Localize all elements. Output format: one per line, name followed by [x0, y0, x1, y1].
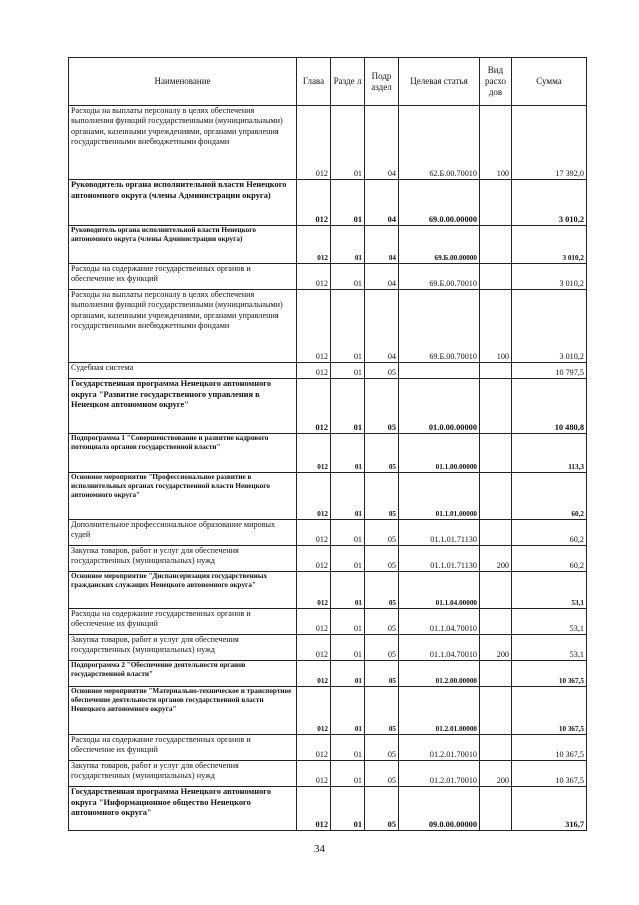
row-tselevaya: 01.2.00.00000: [399, 661, 480, 687]
row-summa: 53,1: [512, 635, 587, 661]
header-name: Наименование: [69, 58, 297, 106]
row-razdel: 01: [331, 687, 365, 735]
table-row: [69, 264, 587, 290]
row-tselevaya: 69.Б.00.70010: [399, 264, 480, 290]
row-vid: 200: [480, 635, 512, 661]
table-row: [69, 226, 587, 264]
row-tselevaya: 01.1.01.71130: [399, 546, 480, 572]
row-glava: 012: [297, 180, 331, 226]
row-razdel: 01: [331, 180, 365, 226]
row-podrazdel: 05: [365, 787, 399, 831]
row-tselevaya: 01.0.00.00000: [399, 379, 480, 434]
row-tselevaya: [399, 363, 480, 379]
table-header-row: [69, 58, 587, 106]
row-summa: 60,2: [512, 546, 587, 572]
header-summa: Сумма: [512, 58, 587, 106]
row-name: Расходы на содержание государственных органов и обеспечение их функций: [69, 735, 297, 761]
table-row: [69, 635, 587, 661]
row-glava: 012: [297, 363, 331, 379]
row-podrazdel: 05: [365, 546, 399, 572]
row-podrazdel: 05: [365, 735, 399, 761]
row-tselevaya: 09.0.00.00000: [399, 787, 480, 831]
row-podrazdel: 05: [365, 572, 399, 609]
row-tselevaya: 01.1.00.00000: [399, 434, 480, 473]
table-row: [69, 290, 587, 363]
row-podrazdel: 05: [365, 609, 399, 635]
row-summa: 10 367,5: [512, 761, 587, 787]
row-podrazdel: 04: [365, 180, 399, 226]
table-row: [69, 180, 587, 226]
row-summa: 17 392,0: [512, 106, 587, 180]
row-name: Подпрограмма 2 "Обеспечение деятельности органов государственной власти": [69, 661, 297, 687]
row-summa: 10 367,5: [512, 735, 587, 761]
row-tselevaya: 01.1.04.70010: [399, 609, 480, 635]
row-vid: [480, 572, 512, 609]
row-name: Закупка товаров, работ и услуг для обеспечения государственных (муниципальных) нужд: [69, 635, 297, 661]
row-podrazdel: 05: [365, 635, 399, 661]
row-tselevaya: 01.2.01.00000: [399, 687, 480, 735]
row-vid: [480, 363, 512, 379]
row-podrazdel: 04: [365, 226, 399, 264]
row-summa: 60,2: [512, 473, 587, 520]
row-name: Основное мероприятие "Материально-техническое и транспортное обеспечение деятельности органов государственной власти Ненецкого автономного округа": [69, 687, 297, 735]
row-name: Дополнительное профессиональное образование мировых судей: [69, 520, 297, 546]
header-razdel: Разде л: [331, 58, 365, 106]
row-vid: 200: [480, 761, 512, 787]
row-vid: [480, 379, 512, 434]
table-row: [69, 106, 587, 180]
row-vid: [480, 264, 512, 290]
row-podrazdel: 04: [365, 264, 399, 290]
row-podrazdel: 05: [365, 661, 399, 687]
budget-table: [68, 57, 587, 831]
row-summa: 10 367,5: [512, 687, 587, 735]
row-glava: 012: [297, 787, 331, 831]
row-vid: 100: [480, 106, 512, 180]
table-row: [69, 787, 587, 831]
row-summa: 60,2: [512, 520, 587, 546]
row-vid: 100: [480, 290, 512, 363]
table-row: [69, 661, 587, 687]
row-vid: [480, 661, 512, 687]
row-tselevaya: 69.Б.00.70010: [399, 290, 480, 363]
row-summa: 53,1: [512, 609, 587, 635]
row-vid: 200: [480, 546, 512, 572]
row-name: Государственная программа Ненецкого автономного округа "Информационное общество Ненецкого автономного округа": [69, 787, 297, 831]
row-tselevaya: 01.1.01.71130: [399, 520, 480, 546]
row-summa: 3 010,2: [512, 180, 587, 226]
row-tselevaya: 01.1.04.70010: [399, 635, 480, 661]
row-razdel: 01: [331, 290, 365, 363]
row-name: Расходы на содержание государственных органов и обеспечение их функций: [69, 264, 297, 290]
row-name: Судебная система: [69, 363, 297, 379]
row-glava: 012: [297, 379, 331, 434]
row-glava: 012: [297, 546, 331, 572]
row-name: Расходы на выплаты персоналу в целях обеспечения выполнения функций государственными (муниципальными) органами, казенными учреждениями, органами управления государственными внебюджетными фондами: [69, 106, 297, 180]
row-glava: 012: [297, 609, 331, 635]
row-glava: 012: [297, 264, 331, 290]
header-vid: Вид расхо дов: [480, 58, 512, 106]
row-razdel: 01: [331, 546, 365, 572]
row-glava: 012: [297, 226, 331, 264]
row-razdel: 01: [331, 572, 365, 609]
row-tselevaya: 01.2.01.70010: [399, 735, 480, 761]
row-summa: 53,1: [512, 572, 587, 609]
row-podrazdel: 05: [365, 363, 399, 379]
row-glava: 012: [297, 290, 331, 363]
row-tselevaya: 01.2.01.70010: [399, 761, 480, 787]
row-glava: 012: [297, 473, 331, 520]
row-razdel: 01: [331, 787, 365, 831]
row-summa: 10 797,5: [512, 363, 587, 379]
row-tselevaya: 62.Б.00.70010: [399, 106, 480, 180]
row-vid: [480, 520, 512, 546]
row-razdel: 01: [331, 635, 365, 661]
row-tselevaya: 01.1.04.00000: [399, 572, 480, 609]
row-glava: 012: [297, 735, 331, 761]
header-podrazdel: Подр аздел: [365, 58, 399, 106]
row-podrazdel: 05: [365, 761, 399, 787]
row-razdel: 01: [331, 735, 365, 761]
row-podrazdel: 05: [365, 379, 399, 434]
row-name: Закупка товаров, работ и услуг для обеспечения государственных (муниципальных) нужд: [69, 761, 297, 787]
row-podrazdel: 05: [365, 434, 399, 473]
header-tselevaya: Целевая статья: [399, 58, 480, 106]
table-row: [69, 434, 587, 473]
row-vid: [480, 226, 512, 264]
row-razdel: 01: [331, 520, 365, 546]
row-name: Расходы на содержание государственных органов и обеспечение их функций: [69, 609, 297, 635]
page-number: 34: [314, 843, 325, 855]
row-razdel: 01: [331, 761, 365, 787]
row-glava: 012: [297, 520, 331, 546]
row-summa: 113,3: [512, 434, 587, 473]
row-podrazdel: 04: [365, 290, 399, 363]
row-vid: [480, 687, 512, 735]
row-tselevaya: 69.Б.00.00000: [399, 226, 480, 264]
table-row: [69, 363, 587, 379]
table-row: [69, 735, 587, 761]
row-vid: [480, 609, 512, 635]
row-tselevaya: 69.0.00.00000: [399, 180, 480, 226]
row-podrazdel: 05: [365, 687, 399, 735]
row-name: Основное мероприятие "Профессиональное развитие в исполнительных органах государственной власти Ненецкого автономного округа": [69, 473, 297, 520]
row-summa: 3 010,2: [512, 290, 587, 363]
row-razdel: 01: [331, 661, 365, 687]
table-row: [69, 761, 587, 787]
row-summa: 316,7: [512, 787, 587, 831]
row-glava: 012: [297, 106, 331, 180]
row-podrazdel: 05: [365, 473, 399, 520]
header-glava: Глава: [297, 58, 331, 106]
row-razdel: 01: [331, 473, 365, 520]
table-row: [69, 379, 587, 434]
table-row: [69, 609, 587, 635]
row-glava: 012: [297, 434, 331, 473]
row-vid: [480, 735, 512, 761]
row-name: Расходы на выплаты персоналу в целях обеспечения выполнения функций государственными (муниципальными) органами, казенными учреждениями, органами управления государственными внебюджетными фондами: [69, 290, 297, 363]
row-razdel: 01: [331, 363, 365, 379]
row-summa: 3 010,2: [512, 226, 587, 264]
row-glava: 012: [297, 635, 331, 661]
row-vid: [480, 787, 512, 831]
row-tselevaya: 01.1.01.00000: [399, 473, 480, 520]
row-summa: 3 010,2: [512, 264, 587, 290]
row-name: Руководитель органа исполнительной власти Ненецкого автономного округа (члены Администрации округа): [69, 180, 297, 226]
row-vid: [480, 473, 512, 520]
table-row: [69, 687, 587, 735]
budget-table-container: [68, 57, 586, 831]
row-razdel: 01: [331, 379, 365, 434]
row-name: Руководитель органа исполнительной власти Ненецкого автономного округа (члены Администрации округа): [69, 226, 297, 264]
row-razdel: 01: [331, 106, 365, 180]
row-name: Закупка товаров, работ и услуг для обеспечения государственных (муниципальных) нужд: [69, 546, 297, 572]
row-glava: 012: [297, 761, 331, 787]
row-name: Государственная программа Ненецкого автономного округа "Развитие государственного управления в Ненецком автономном округе": [69, 379, 297, 434]
row-glava: 012: [297, 572, 331, 609]
row-vid: [480, 434, 512, 473]
row-vid: [480, 180, 512, 226]
row-name: Подпрограмма 1 "Совершенствование и развитие кадрового потенциала органов государственной власти": [69, 434, 297, 473]
row-name: Основное мероприятие "Диспансеризация государственных гражданских служащих Ненецкого автономного округа": [69, 572, 297, 609]
table-row: [69, 473, 587, 520]
table-row: [69, 572, 587, 609]
row-razdel: 01: [331, 434, 365, 473]
row-glava: 012: [297, 687, 331, 735]
table-row: [69, 520, 587, 546]
row-summa: 10 367,5: [512, 661, 587, 687]
row-glava: 012: [297, 661, 331, 687]
row-razdel: 01: [331, 609, 365, 635]
row-podrazdel: 04: [365, 106, 399, 180]
row-podrazdel: 05: [365, 520, 399, 546]
row-summa: 10 480,8: [512, 379, 587, 434]
row-razdel: 01: [331, 264, 365, 290]
table-row: [69, 546, 587, 572]
row-razdel: 01: [331, 226, 365, 264]
